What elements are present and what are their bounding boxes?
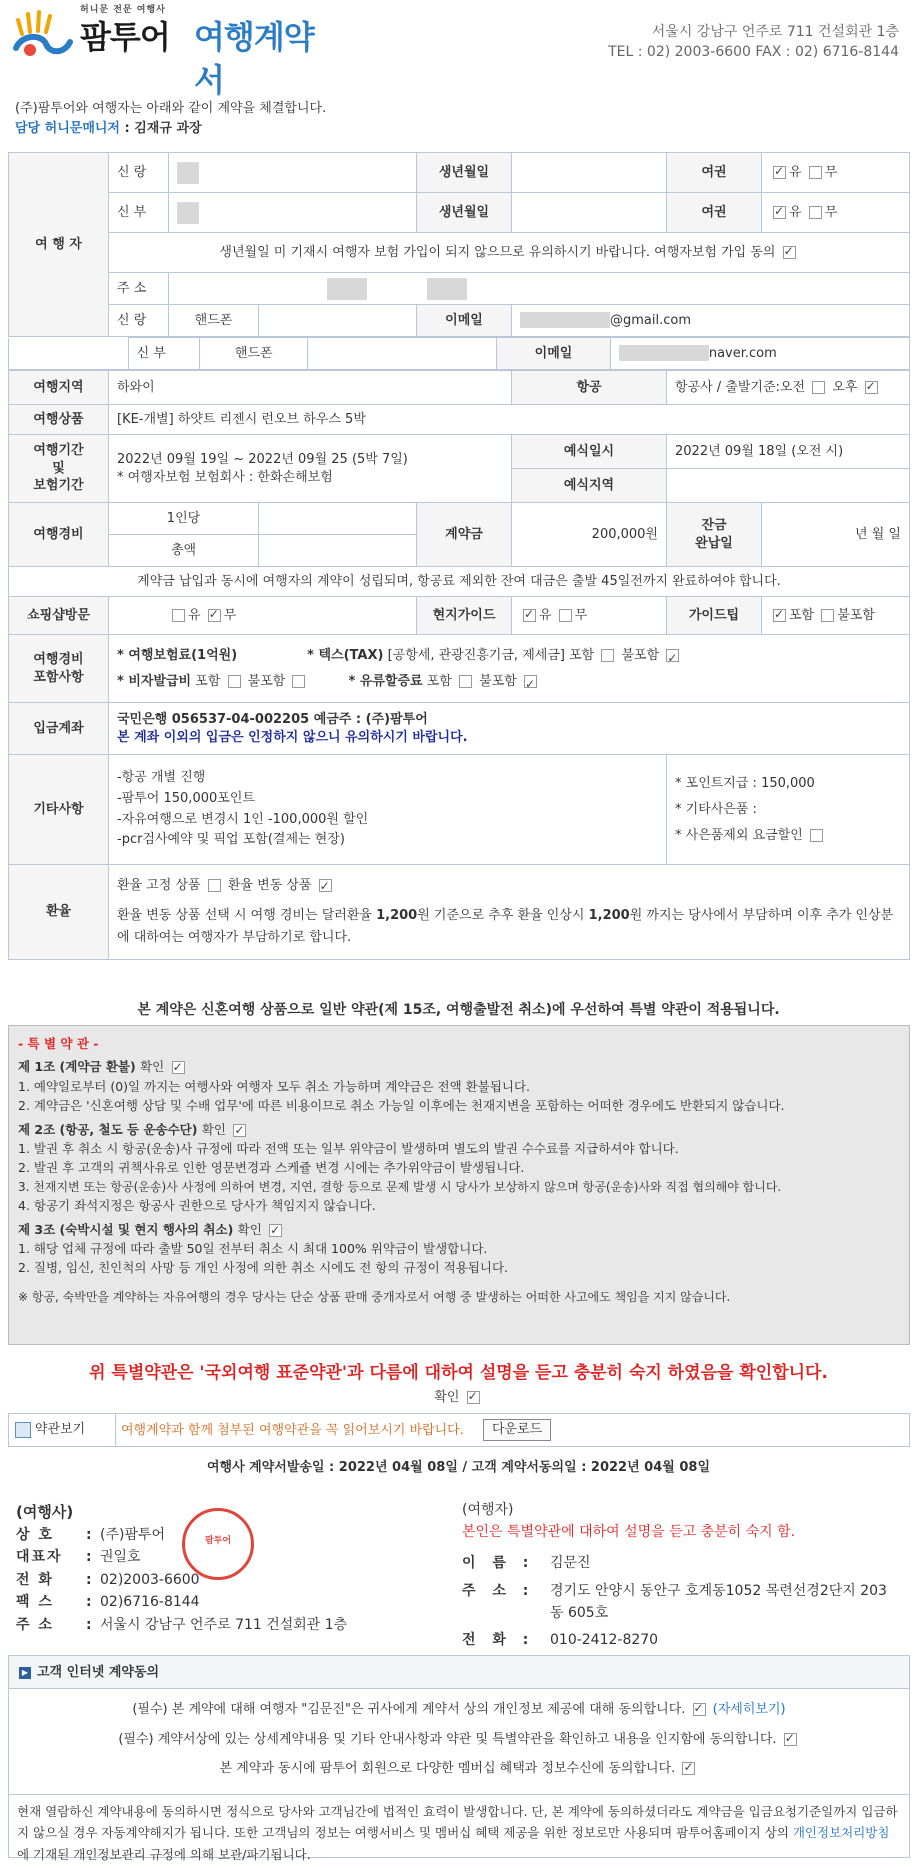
yes-label: 유 bbox=[789, 204, 802, 220]
exclude-label: 불포함 bbox=[247, 673, 286, 689]
deposit-value: 200,000원 bbox=[512, 503, 667, 567]
bank-account: 국민은행 056537-04-002205 예금주 : (주)팜투어 bbox=[117, 711, 428, 727]
include-label: 포함 bbox=[789, 607, 815, 623]
product-label: 여행상품 bbox=[9, 405, 109, 435]
no-label: 무 bbox=[574, 607, 588, 623]
groom-passport bbox=[762, 153, 910, 193]
exclude-label: 불포함 bbox=[621, 647, 660, 663]
insurance-notice-text: 생년월일 미 기재시 여행자 보험 가입이 되지 않으므로 유의하시기 바랍니다. 여행자보험 가입 동의 bbox=[219, 244, 776, 260]
privacy-policy-link[interactable]: 개인정보처리방침 bbox=[792, 1825, 890, 1841]
bride-email bbox=[610, 338, 909, 370]
bank-value bbox=[109, 703, 910, 755]
misc-line: -자유여행으로 변경시 1인 -100,000원 할인 bbox=[117, 811, 369, 827]
exchange-desc-a: 환율 변동 상품 선택 시 여행 경비는 달러환율 bbox=[117, 907, 377, 923]
groom-passport-label: 여권 bbox=[667, 153, 762, 193]
balance-label bbox=[667, 503, 762, 567]
consent-row-2 bbox=[9, 1731, 909, 1749]
fuel-include-label: 포함 bbox=[422, 673, 452, 689]
consent-footer bbox=[9, 1794, 909, 1865]
terms-label: 약관보기 bbox=[35, 1422, 86, 1437]
redacted-block bbox=[427, 278, 467, 300]
agency-value: (주)팜투어 bbox=[100, 1527, 166, 1543]
total-value bbox=[259, 535, 417, 567]
exclude-label: 불포함 bbox=[479, 673, 517, 689]
shopping-value bbox=[109, 597, 417, 635]
company-seal-stamp bbox=[182, 1508, 254, 1580]
misc-notes bbox=[109, 755, 667, 865]
article-item: 1. 발권 후 취소 시 항공(운송)사 규정에 따라 전액 또는 일부 위약금이 발생하며 별도의 발권 수수료를 지급하셔야 합니다. bbox=[18, 1140, 679, 1156]
points-value: * 포인트지급 : 150,000 bbox=[675, 775, 815, 791]
intro bbox=[15, 100, 326, 139]
region-label: 여행지역 bbox=[9, 371, 109, 405]
bank-warning: 본 계좌 이외의 입금은 인정하지 않으니 유의하시기 바랍니다. bbox=[117, 729, 468, 745]
exchange-desc-b: 원 기준으로 추후 환율 인상시 bbox=[417, 907, 589, 923]
customer-addr-row bbox=[462, 1581, 902, 1624]
arrow-icon: ▶ bbox=[19, 1667, 31, 1679]
redacted-block bbox=[619, 345, 709, 361]
confirm-checkbox[interactable] bbox=[467, 1391, 480, 1404]
yes-label: 유 bbox=[789, 164, 802, 180]
exchange-value bbox=[109, 865, 910, 960]
guide-value bbox=[512, 597, 667, 635]
article-item: 1. 해당 업체 규정에 따라 출발 50일 전부터 취소 시 최대 100% 위약금이 발생합니다. bbox=[18, 1240, 488, 1256]
included-fuel: * 유류할증료 bbox=[348, 673, 423, 689]
manager-line bbox=[15, 120, 326, 138]
bride-label-2: 신 부 bbox=[128, 338, 200, 370]
air-label: 항공 bbox=[512, 371, 667, 405]
confirm-row bbox=[0, 1389, 917, 1407]
product-value: [KE-개별] 하얏트 리젠시 런오브 하우스 5박 bbox=[109, 405, 910, 435]
article-item: 1. 예약일로부터 (0)일 까지는 여행사와 여행자 모두 취소 가능하며 계약금은 전액 환불됩니다. bbox=[18, 1078, 531, 1094]
bride-name bbox=[169, 193, 417, 233]
article-3-title: 제 3조 (숙박시설 및 현지 행사의 취소) bbox=[18, 1221, 234, 1237]
yes-label: 유 bbox=[539, 607, 552, 623]
bride-phone-label: 핸드폰 bbox=[200, 338, 308, 370]
included-tax: * 텍스(TAX) bbox=[307, 647, 384, 663]
consent-line-1: (필수) 본 계약에 대해 여행자 "김문진"은 귀사에게 계약서 상의 개인정보 제공에 대해 동의합니다. bbox=[132, 1702, 686, 1717]
tax-include-checkbox[interactable] bbox=[601, 649, 614, 662]
tip-include-checkbox[interactable] bbox=[773, 609, 786, 622]
no-label: 무 bbox=[223, 607, 237, 623]
groom-email-label: 이메일 bbox=[417, 305, 512, 337]
balance-label-1: 잔금 bbox=[701, 517, 727, 533]
agency-value: 02)6716-8144 bbox=[100, 1594, 200, 1611]
fuel-include-checkbox[interactable] bbox=[459, 675, 472, 688]
period-label bbox=[9, 435, 109, 503]
tip-exclude-checkbox[interactable] bbox=[821, 609, 834, 622]
exchange-rate-1: 1,200 bbox=[376, 907, 418, 923]
air-am-checkbox[interactable] bbox=[812, 381, 825, 394]
included-row-1 bbox=[117, 643, 901, 669]
bride-email-domain: naver.com bbox=[708, 345, 777, 361]
groom-phone bbox=[259, 305, 417, 337]
period-value bbox=[109, 435, 512, 503]
groom-birth bbox=[512, 153, 667, 193]
shopping-label: 쇼핑샵방문 bbox=[9, 597, 109, 635]
customer-name-label: 이 름 : bbox=[462, 1555, 535, 1572]
seal-text: 팜투어 bbox=[204, 1536, 232, 1546]
customer-addr: 경기도 안양시 동안구 호계동1052 목련선경2단지 203동 605호 bbox=[550, 1583, 887, 1621]
insurance-agree-checkbox[interactable] bbox=[783, 246, 796, 259]
customer-title: (여행자) bbox=[462, 1502, 514, 1518]
article-1-title: 제 1조 (계약금 환불) bbox=[18, 1059, 136, 1075]
per-person-label: 1인당 bbox=[109, 503, 259, 535]
groom-label-2: 신 랑 bbox=[109, 305, 169, 337]
company-address-block bbox=[608, 22, 899, 63]
consent-title: 고객 인터넷 계약동의 bbox=[37, 1665, 160, 1680]
consent-line-2: (필수) 계약서상에 있는 상세계약내용 및 기타 안내사항과 약관 및 특별약관을 확인하고 내용을 인지함에 동의합니다. bbox=[118, 1731, 777, 1747]
groom-email-domain: @gmail.com bbox=[610, 312, 692, 328]
download-button[interactable]: 다운로드 bbox=[483, 1419, 551, 1441]
insurance-notice bbox=[109, 233, 910, 273]
payment-notice: 계약금 납입과 동시에 여행자의 계약이 성립되며, 항공료 제외한 잔여 대금은 출발 45일전까지 완료하여야 합니다. bbox=[9, 567, 910, 597]
bride-birth-label: 생년월일 bbox=[417, 193, 512, 233]
consent-foot-a: 현재 열람하신 계약내용에 동의하시면 정식으로 당사와 고객님간에 법적인 효력이 발생합니다. 단, 본 계약에 동의하셨더라도 계약금을 입금요청기준일까지 입금하지 않으실 경우 자동계약해지가 됩니다. 또한 고객님의 정보는 여행서비스 및 멤버십 혜택 제공을 위한 정보로만 사용되며 팜투어홈페이지 상의 bbox=[17, 1804, 898, 1841]
shopping-no-checkbox[interactable] bbox=[208, 609, 221, 622]
article-item: 2. 질병, 임신, 친인척의 사망 등 개인 사정에 의한 취소 시에도 전 항의 규정이 적용됩니다. bbox=[18, 1260, 509, 1276]
special-terms-title: - 특 별 약 관 - bbox=[18, 1036, 99, 1051]
groom-name bbox=[169, 153, 417, 193]
contract-dates: 여행사 계약서발송일 : 2022년 04월 08일 / 고객 계약서동의일 : 2022년 04월 08일 bbox=[206, 1460, 711, 1475]
visa-include-label: 포함 bbox=[191, 673, 221, 689]
blank bbox=[9, 338, 129, 370]
misc-label: 기타사항 bbox=[9, 755, 109, 865]
passport-yes-checkbox[interactable] bbox=[773, 166, 786, 179]
company-logo bbox=[12, 4, 342, 100]
manager-name: : 김재규 과장 bbox=[120, 120, 202, 136]
confirm-label: 확인 bbox=[434, 1390, 460, 1405]
gift-discount-checkbox[interactable] bbox=[810, 829, 823, 842]
consent-3-checkbox[interactable] bbox=[682, 1762, 695, 1775]
agency-row: 상 호 : (주)팜투어 bbox=[16, 1524, 436, 1546]
detail-link[interactable]: 자세히보기 bbox=[717, 1702, 781, 1717]
special-terms-footnote: ※ 항공, 숙박만을 계약하는 자유여행의 경우 당사는 단순 상품 판매 중개자로서 여행 중 발생하는 어떠한 사고에도 책임을 지지 않습니다. bbox=[18, 1289, 731, 1304]
document-header bbox=[0, 0, 917, 100]
agency-row: 팩 스 : 02)6716-8144 bbox=[16, 1591, 436, 1613]
terms-label-cell bbox=[9, 1414, 116, 1446]
included-tax-detail: [공항세, 관광진흥기금, 제세금] 포함 bbox=[383, 647, 595, 663]
included-row-2 bbox=[117, 669, 901, 695]
insurance-company: * 여행자보험 보험회사 : 한화손해보험 bbox=[117, 469, 333, 485]
misc-line: -항공 개별 진행 bbox=[117, 769, 206, 785]
intro-text: (주)팜투어와 여행자는 아래와 같이 계약을 체결합니다. bbox=[15, 101, 327, 116]
brand-subtitle: 허니문 전문 여행사 bbox=[80, 5, 166, 15]
wedding-place-label: 예식지역 bbox=[512, 469, 667, 503]
exchange-variable-checkbox[interactable] bbox=[319, 879, 332, 892]
misc-line: -pcr검사예약 및 픽업 포함(결제는 현장) bbox=[117, 832, 345, 848]
customer-phone: 010-2412-8270 bbox=[550, 1632, 659, 1649]
company-contact: TEL : 02) 2003-6600 FAX : 02) 6716-8144 bbox=[608, 44, 899, 61]
agency-value: 02)2003-6600 bbox=[100, 1571, 200, 1588]
passport-no-checkbox[interactable] bbox=[809, 206, 822, 219]
per-person-value bbox=[259, 503, 417, 535]
company-address: 서울시 강남구 언주로 711 건설회관 1층 bbox=[651, 24, 899, 40]
fuel-exclude-checkbox[interactable] bbox=[524, 675, 537, 688]
article-item: 2. 발권 후 고객의 귀책사유로 인한 영문변경과 스케쥴 변경 시에는 추가위약금이 발생됩니다. bbox=[18, 1160, 525, 1176]
special-terms-box bbox=[8, 1025, 910, 1345]
customer-note: 본인은 특별약관에 대하여 설명을 듣고 충분히 숙지 함. bbox=[462, 1523, 796, 1540]
redacted-block bbox=[520, 312, 610, 328]
consent-line-3: 본 계약과 동시에 팜투어 회원으로 다양한 멤버십 혜택과 정보수신에 동의합니다. bbox=[219, 1761, 676, 1777]
air-value bbox=[667, 371, 910, 405]
agency-value: 서울시 강남구 언주로 711 건설회관 1층 bbox=[100, 1616, 348, 1633]
wedding-date-label: 예식일시 bbox=[512, 435, 667, 469]
agency-key: 전 화 bbox=[16, 1571, 54, 1588]
exclude-label: 불포함 bbox=[837, 607, 875, 623]
special-terms-notice: 본 계약은 신혼여행 상품으로 일반 약관(제 15조, 여행출발전 취소)에 우선하여 특별 약관이 적용됩니다. bbox=[137, 1002, 780, 1018]
consent-row-3 bbox=[9, 1760, 909, 1778]
agency-title: (여행사) bbox=[16, 1503, 74, 1521]
exchange-fixed-checkbox[interactable] bbox=[208, 879, 221, 892]
gift-discount-row bbox=[675, 823, 901, 849]
bride-label: 신 부 bbox=[109, 193, 169, 233]
address-label: 주 소 bbox=[109, 273, 169, 305]
passport-no-checkbox[interactable] bbox=[809, 166, 822, 179]
customer-name-row bbox=[462, 1553, 902, 1575]
guide-label: 현지가이드 bbox=[417, 597, 512, 635]
consent-box bbox=[8, 1655, 910, 1862]
trip-table bbox=[8, 370, 910, 960]
groom-label: 신 랑 bbox=[109, 153, 169, 193]
consent-2-checkbox[interactable] bbox=[784, 1733, 797, 1746]
bride-birth bbox=[512, 193, 667, 233]
redacted-block bbox=[177, 162, 199, 184]
shopping-yes-checkbox[interactable] bbox=[172, 609, 185, 622]
article-item: 2. 계약금은 '신혼여행 상담 및 수배 업무'에 따른 비용이므로 취소 가능일 이후에는 천재지변을 포함하는 어떠한 경우에도 반환되지 않습니다. bbox=[18, 1098, 785, 1114]
document-icon bbox=[15, 1422, 31, 1438]
customer-addr-label: 주 소 : bbox=[462, 1583, 535, 1600]
exchange-fixed-label: 환율 고정 상품 bbox=[117, 877, 201, 893]
customer-phone-row bbox=[462, 1630, 902, 1652]
exchange-options bbox=[117, 875, 901, 897]
exchange-rate-2: 1,200 bbox=[588, 907, 630, 923]
included-label-2: 포함사항 bbox=[33, 669, 84, 685]
consent-row-1: (필수) 본 계약에 대해 여행자 "김문진"은 귀사에게 계약서 상의 개인정보 제공에 대해 동의합니다. ✓ (자세히보기) bbox=[9, 1701, 909, 1719]
customer-info bbox=[462, 1500, 902, 1652]
agency-key: 상 호 bbox=[16, 1527, 54, 1543]
agency-key: 대표자 bbox=[16, 1549, 63, 1566]
agency-value: 권일호 bbox=[100, 1549, 141, 1566]
gift-discount-label: * 사은품제외 요금할인 bbox=[675, 827, 803, 843]
air-pm-checkbox[interactable] bbox=[865, 381, 878, 394]
article-item: 3. 천재지변 또는 항공(운송)사 사정에 의하여 변경, 지연, 결항 등으로 문제 발생 시 당사가 보상하지 않으며 항공(운송)사와 직접 협의해야 합니다. bbox=[18, 1179, 782, 1194]
article-item: 4. 항공기 좌석지정은 항공사 권한으로 당사가 책임지지 않습니다. bbox=[18, 1198, 376, 1214]
manager-label: 담당 허니문매니저 bbox=[15, 120, 120, 136]
redacted-block bbox=[327, 278, 367, 300]
tax-exclude-checkbox[interactable] bbox=[666, 649, 679, 662]
misc-benefits bbox=[667, 755, 910, 865]
groom-birth-label: 생년월일 bbox=[417, 153, 512, 193]
article-2 bbox=[18, 1120, 900, 1139]
consent-1-checkbox[interactable] bbox=[693, 1703, 706, 1716]
guide-no-checkbox[interactable] bbox=[559, 609, 572, 622]
no-label: 무 bbox=[824, 204, 838, 220]
period-dates: 2022년 09월 19일 ~ 2022년 09월 25 (5박 7일) bbox=[117, 451, 408, 467]
deposit-label: 계약금 bbox=[417, 503, 512, 567]
included-value bbox=[109, 635, 910, 703]
honeymoon-logo-icon bbox=[12, 10, 74, 62]
exchange-desc-c: 원 까지는 당사에서 부담하며 이후 추가 인상분에 대하여는 여행자가 부담하기로 합니다. bbox=[117, 907, 894, 946]
gifts-value: * 기타사은품 : bbox=[675, 801, 757, 817]
article-3-checkbox[interactable] bbox=[269, 1224, 282, 1237]
guide-yes-checkbox[interactable] bbox=[523, 609, 536, 622]
article-3 bbox=[18, 1220, 900, 1239]
bride-email-label: 이메일 bbox=[497, 338, 611, 370]
article-1 bbox=[18, 1057, 900, 1076]
cost-label: 여행경비 bbox=[9, 503, 109, 567]
brand-name: 팜투어 bbox=[80, 18, 170, 56]
region-value: 하와이 bbox=[109, 371, 512, 405]
special-terms-confirm: 위 특별약관은 '국외여행 표준약관'과 다름에 대하여 설명을 듣고 충분히 숙지 하였음을 확인합니다. bbox=[89, 1363, 828, 1383]
agency-key: 팩 스 bbox=[16, 1594, 54, 1611]
exchange-variable-label: 환율 변동 상품 bbox=[227, 877, 312, 893]
traveler-bride-contact-table bbox=[8, 337, 910, 370]
agency-row: 전 화 : 02)2003-6600 bbox=[16, 1569, 436, 1591]
passport-yes-checkbox[interactable] bbox=[773, 206, 786, 219]
customer-name: 김문진 bbox=[550, 1555, 591, 1572]
groom-phone-label: 핸드폰 bbox=[169, 305, 259, 337]
consent-header bbox=[9, 1656, 909, 1689]
air-pm-label: 오후 bbox=[832, 379, 858, 395]
traveler-table bbox=[8, 152, 910, 337]
included-insurance: * 여행보험료(1억원) bbox=[117, 647, 238, 663]
bride-passport-label: 여권 bbox=[667, 193, 762, 233]
bride-passport bbox=[762, 193, 910, 233]
redacted-block bbox=[177, 202, 199, 224]
visa-include-checkbox[interactable] bbox=[228, 675, 241, 688]
confirm-label: 확인 bbox=[140, 1059, 165, 1075]
period-label-1: 여행기간 bbox=[33, 443, 84, 459]
balance-date: 년 월 일 bbox=[762, 503, 910, 567]
terms-text: 여행계약과 함께 첨부된 여행약관을 꼭 읽어보시기 바랍니다. bbox=[121, 1423, 464, 1438]
bride-phone bbox=[308, 338, 497, 370]
article-2-checkbox[interactable] bbox=[233, 1124, 246, 1137]
bank-label: 입금계좌 bbox=[9, 703, 109, 755]
confirm-label: 확인 bbox=[237, 1221, 262, 1237]
agency-row: 대표자 : 권일호 bbox=[16, 1546, 436, 1568]
total-label: 총액 bbox=[109, 535, 259, 567]
air-text: 항공사 / 출발기준:오전 bbox=[675, 379, 806, 395]
visa-exclude-checkbox[interactable] bbox=[292, 675, 305, 688]
address-value bbox=[169, 273, 910, 305]
no-label: 무 bbox=[824, 164, 838, 180]
included-visa: * 비자발급비 bbox=[117, 673, 192, 689]
confirm-label: 확인 bbox=[201, 1121, 226, 1137]
exchange-desc bbox=[117, 905, 901, 949]
balance-label-2: 완납일 bbox=[695, 535, 733, 551]
traveler-section-label: 여 행 자 bbox=[9, 153, 109, 337]
agency-row: 주 소 : 서울시 강남구 언주로 711 건설회관 1층 bbox=[16, 1614, 436, 1636]
terms-bar bbox=[8, 1413, 910, 1447]
tip-label: 가이드팁 bbox=[667, 597, 762, 635]
customer-phone-label: 전 화 : bbox=[462, 1632, 535, 1649]
consent-foot-b: 에 기재된 개인정보관리 규정에 의해 보관/파기됩니다. bbox=[17, 1846, 311, 1862]
misc-line: -팜투어 150,000포인트 bbox=[117, 790, 255, 806]
exchange-label: 환율 bbox=[9, 865, 109, 960]
document-title: 여행계약서 bbox=[194, 18, 314, 100]
article-1-checkbox[interactable] bbox=[172, 1061, 185, 1074]
period-label-3: 보험기간 bbox=[33, 478, 84, 494]
wedding-place bbox=[667, 469, 910, 503]
included-label-1: 여행경비 bbox=[33, 651, 84, 667]
tip-value bbox=[762, 597, 910, 635]
period-label-2: 및 bbox=[52, 460, 65, 476]
groom-email bbox=[512, 305, 910, 337]
yes-label: 유 bbox=[188, 607, 201, 623]
article-2-title: 제 2조 (항공, 철도 등 운송수단) bbox=[18, 1121, 198, 1137]
contract-table bbox=[8, 152, 910, 960]
included-label bbox=[9, 635, 109, 703]
agency-key: 주 소 bbox=[16, 1616, 54, 1633]
wedding-date: 2022년 09월 18일 (오전 시) bbox=[667, 435, 910, 469]
